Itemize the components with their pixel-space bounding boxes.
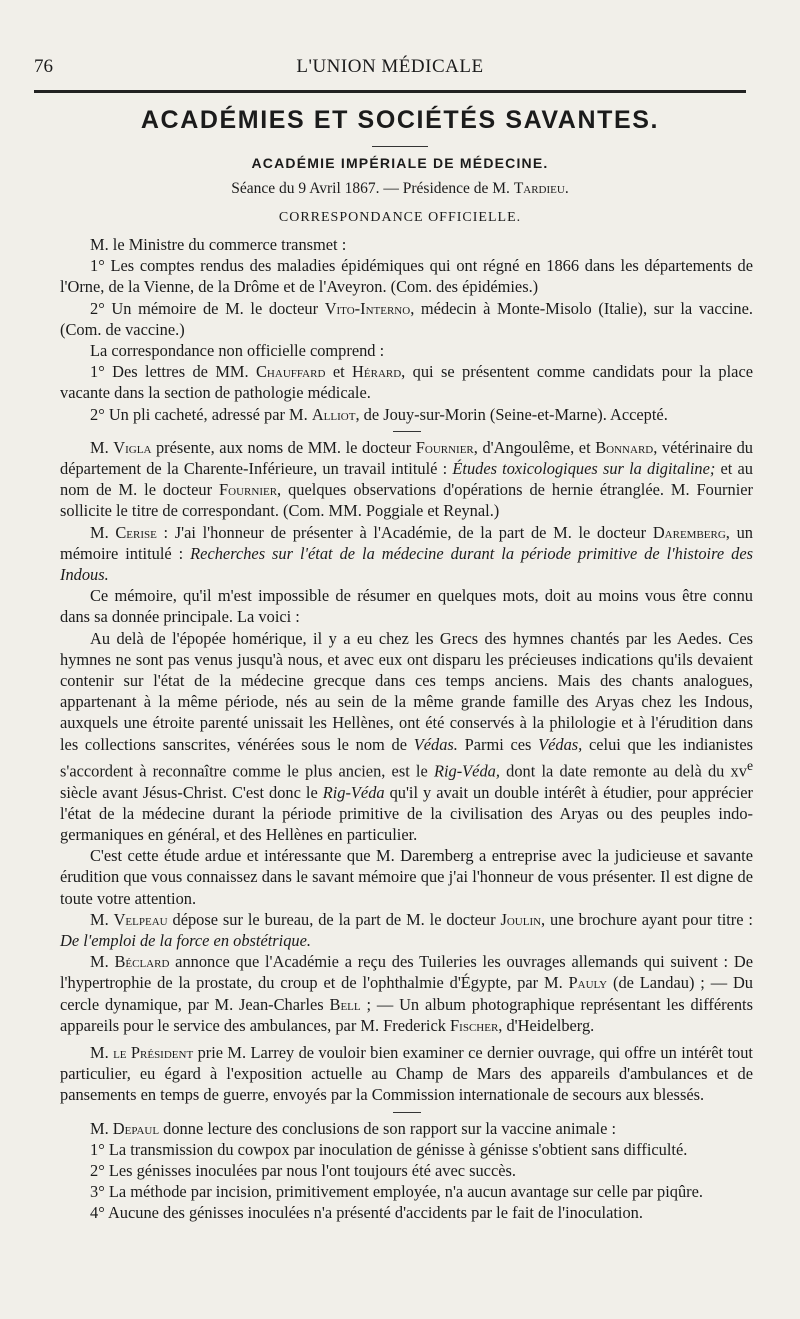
paragraph: M. Béclard annonce que l'Académie a reçu des Tuileries les ouvrages allemands qui suivent : De l'hypertrophie de la prostate, du croup et de l'ophthalmie d'Égypte, par M. Pauly (de Landau) ; — Du cercle dynamique, par M. Jean-Charles Bell ; — Un album photographique représentant les différents appareils pour le service des ambulances, par M. Frederick Fischer, d'Heidelberg. [60, 952, 753, 1035]
paragraph: M. Depaul donne lecture des conclusions de son rapport sur la vaccine animale : [90, 1118, 617, 1138]
correspondence-title: CORRESPONDANCE OFFICIELLE. [278, 210, 522, 225]
paragraph: 2° Un pli cacheté, adressé par M. Alliot, de Jouy-sur-Morin (Seine-et-Marne). Accepté. [90, 404, 668, 424]
paragraph: M. le Ministre du commerce transmet : [90, 235, 347, 254]
separator [393, 431, 421, 432]
separator [393, 1112, 421, 1113]
academy-title: ACADÉMIE IMPÉRIALE DE MÉDECINE. [251, 155, 549, 171]
paragraph: 1° Les comptes rendus des maladies épidémiques qui ont régné en 1866 dans les départements de l'Orne, de la Vienne, de la Drôme et de l'Aveyron. (Com. des épidémies.) [60, 256, 753, 297]
paragraph: 4° Aucune des génisses inoculées n'a présenté d'accidents par le fait de l'inoculation. [90, 1203, 643, 1223]
paragraph: Ce mémoire, qu'il m'est impossible de résumer en quelques mots, doit au moins vous être connu dans sa donnée principale. La voici : [60, 586, 753, 627]
title-rule [372, 146, 428, 147]
page-header [34, 56, 746, 82]
paragraph: 1° La transmission du cowpox par inoculation de génisse à génisse s'obtient sans difficulté. [90, 1139, 688, 1159]
session-line: Séance du 9 Avril 1867. — Présidence de M. Tardieu. [231, 180, 569, 197]
header-rule [34, 90, 746, 93]
article-body [60, 234, 753, 1224]
paragraph: 2° Un mémoire de M. le docteur Vito-Interno, médecin à Monte-Misolo (Italie), sur la vaccine. (Com. de vaccine.) [60, 298, 753, 339]
section-title: ACADÉMIES ET SOCIÉTÉS SAVANTES. [140, 106, 660, 134]
paragraph: 1° Des lettres de MM. Chauffard et Hérard, qui se présentent comme candidats pour la place vacante dans la section de pathologie médicale. [60, 362, 753, 403]
paragraph: Au delà de l'épopée homérique, il y a eu chez les Grecs des hymnes chantés par les Aedes. Ces hymnes ne sont pas venus jusqu'à nous, et avec eux ont disparu les précieuses indications qu'ils devaient contenir sur l'état de la médecine grecque dans ces temps anciens. Mais des chants analogues, appartenant à la même période, nés au sein de la même grande famille des Aryas chez les Indous, auxquels une étroite parenté unissait les Hellènes, ont été conservés à la philologie et à l'érudition dans les collections sanscrites, vénérées sous le nom de Védas. Parmi ces Védas, celui que les indianistes s'accordent à reconnaître comme le plus ancien, est le Rig-Véda, dont la date remonte au delà du $xv^e$ siècle avant Jésus-Christ. C'est donc le Rig-Véda qu'il y avait un double intérêt à étudier, pour apprécier l'état de la médecine durant la période primitive de la civilisation des Aryas ou des peuples indo-germaniques en général, et des Hellènes en particulier. [60, 628, 753, 844]
paragraph: M. Cerise : J'ai l'honneur de présenter à l'Académie, de la part de M. le docteur Daremberg, un mémoire intitulé : Recherches sur l'état de la médecine durant la période primitive de l'histoire des Indous. [60, 522, 753, 585]
page-number: 76 [34, 56, 53, 77]
paragraph: M. Vigla présente, aux noms de MM. le docteur Fournier, d'Angoulême, et Bonnard, vétérinaire du département de la Charente-Inférieure, un travail intitulé : Études toxicologiques sur la digitaline; et au nom de M. le docteur Fournier, quelques observations d'opérations de hernie étranglée. M. Fournier sollicite le titre de correspondant. (Com. MM. Poggiale et Reynal.) [60, 437, 754, 521]
president-name: Tardieu [513, 180, 565, 197]
paragraph: La correspondance non officielle comprend : [90, 341, 385, 361]
paragraph: 3° La méthode par incision, primitivement employée, n'a aucun avantage sur celle par piqûre. [90, 1182, 704, 1202]
running-title: L'UNION MÉDICALE [296, 56, 484, 77]
paragraph: C'est cette étude ardue et intéressante que M. Daremberg a entreprise avec la judicieuse et savante érudition que vous connaissez dans le savant mémoire que j'ai l'honneur de vous présenter. Il est digne de toute votre attention. [60, 846, 753, 908]
paragraph: 2° Les génisses inoculées par nous l'ont toujours été avec succès. [90, 1161, 516, 1180]
paragraph: M. Velpeau dépose sur le bureau, de la part de M. le docteur Joulin, une brochure ayant pour titre : De l'emploi de la force en obstétrique. [60, 909, 753, 950]
paragraph: M. le Président prie M. Larrey de vouloir bien examiner ce dernier ouvrage, qui offre un intérêt tout particulier, eu égard à l'exposition actuelle au Champ de Mars des appareils d'ambulances et de pansements en temps de guerre, envoyés par la Commission internationale de secours aux blessés. [60, 1042, 753, 1105]
